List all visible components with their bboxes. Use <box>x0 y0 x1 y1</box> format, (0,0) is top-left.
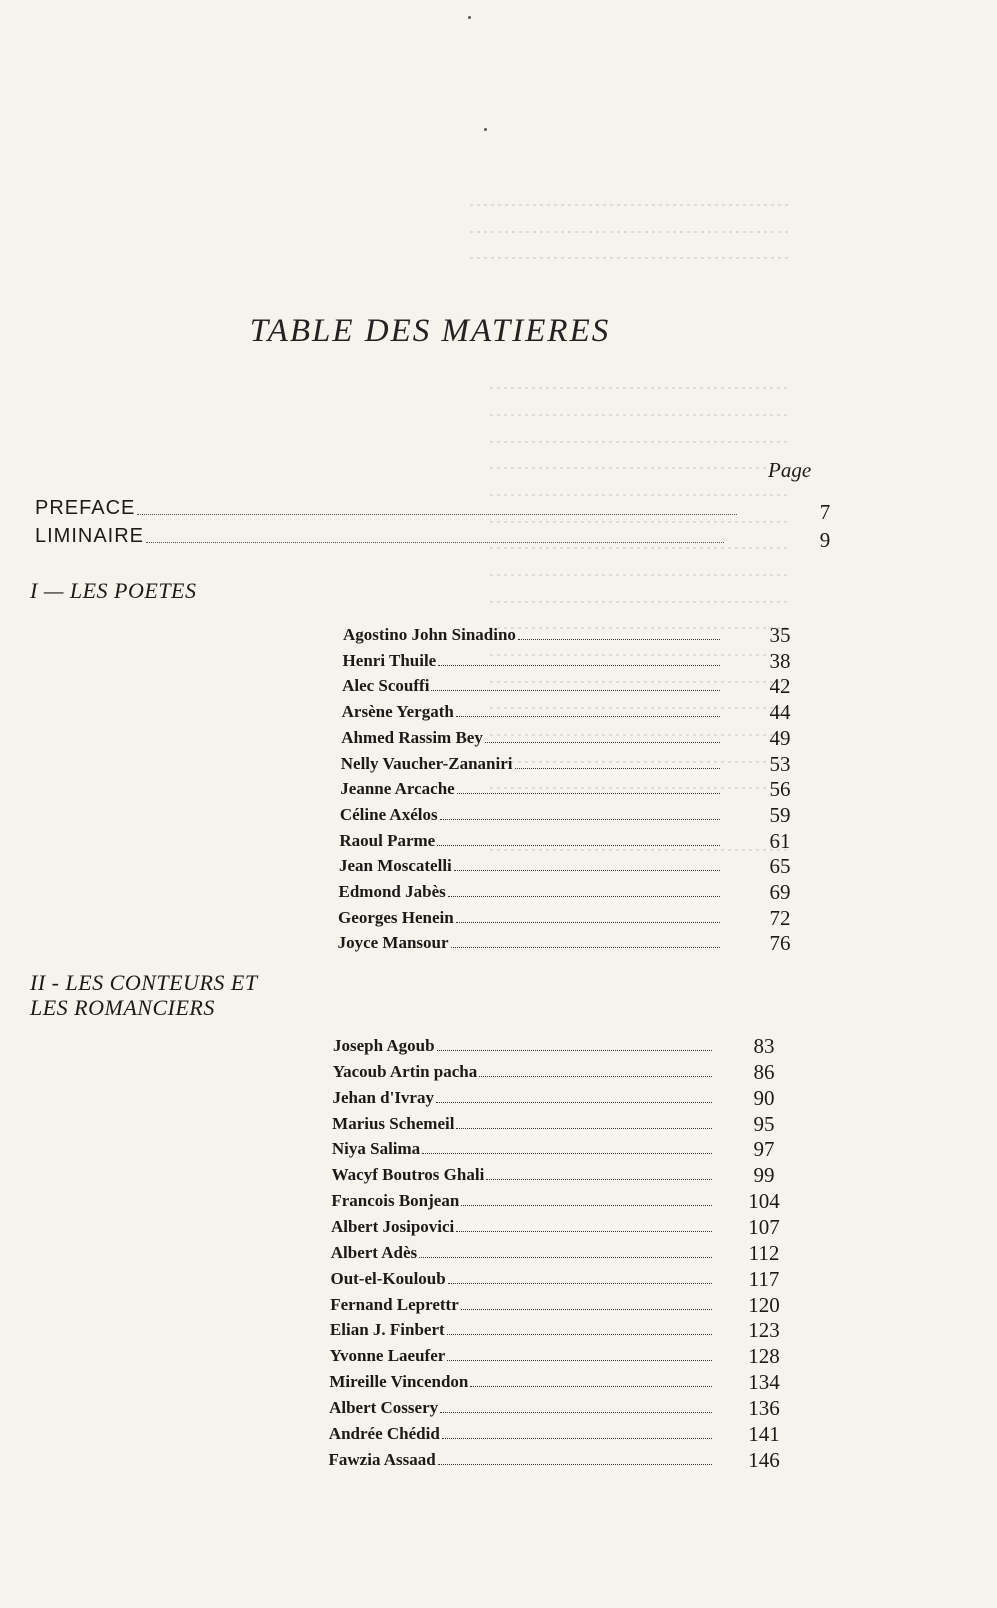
toc-entry <box>331 1185 780 1214</box>
dot-leader <box>448 1283 712 1284</box>
toc-entry <box>342 670 791 699</box>
dot-leader <box>437 845 720 846</box>
toc-page-number: 44 <box>769 700 791 725</box>
author-name: Edmond Jabès <box>338 882 446 901</box>
author-name: Yvonne Laeufer <box>329 1346 446 1366</box>
toc-page-number: 120 <box>748 1292 780 1317</box>
dot-leader <box>456 1231 712 1232</box>
toc-page-number: 104 <box>748 1189 780 1214</box>
toc-entry <box>341 722 791 750</box>
toc-entry <box>330 1237 780 1265</box>
author-name: Raoul Parme <box>339 830 436 850</box>
toc-entry <box>329 1314 780 1343</box>
author-name: Albert Josipovici <box>331 1216 455 1236</box>
dot-leader <box>419 1257 712 1258</box>
toc-page-number: 134 <box>748 1370 780 1395</box>
toc-entry <box>329 1340 780 1369</box>
dot-leader <box>486 1179 712 1180</box>
author-name: Wacyf Boutros Ghali <box>331 1165 485 1185</box>
toc-entry <box>333 1030 775 1058</box>
print-speck <box>484 128 487 131</box>
author-name: Céline Axélos <box>339 804 438 824</box>
toc-entry <box>329 1366 780 1395</box>
toc-page-number: 65 <box>769 854 791 879</box>
toc-entry <box>331 1211 780 1239</box>
dot-leader <box>461 1309 712 1310</box>
author-name: Yacoub Artin pacha <box>332 1061 478 1081</box>
toc-page-number: 136 <box>748 1395 780 1420</box>
toc-page-number: 95 <box>753 1111 775 1136</box>
page-column-header: Page <box>768 458 812 482</box>
page-title: TABLE DES MATIERES <box>249 313 611 349</box>
toc-entry <box>341 696 791 725</box>
dot-leader <box>479 1076 712 1077</box>
toc-entry-label: LIMINAIRE <box>35 525 145 547</box>
toc-entry <box>338 850 791 879</box>
toc-page-number: 90 <box>753 1085 775 1110</box>
author-name: Marius Schemeil <box>332 1113 455 1133</box>
dot-leader <box>470 1386 712 1387</box>
toc-entry <box>332 1082 775 1110</box>
dot-leader <box>461 1205 712 1206</box>
dot-leader <box>447 1334 712 1335</box>
toc-entry <box>332 1056 775 1084</box>
toc-entry <box>340 748 791 776</box>
author-name: Henri Thuile <box>342 650 437 670</box>
author-name: Georges Henein <box>338 907 454 927</box>
toc-page-number: 146 <box>748 1447 780 1472</box>
dot-leader <box>456 922 720 923</box>
toc-entry <box>328 1444 780 1472</box>
toc-page-number: 99 <box>753 1163 775 1188</box>
dot-leader <box>438 1464 712 1465</box>
toc-page-number: 141 <box>748 1421 780 1446</box>
dot-leader <box>438 665 720 666</box>
author-name: Jehan d'Ivray <box>332 1087 434 1107</box>
toc-entry <box>343 619 791 647</box>
toc-page-number: 72 <box>769 905 791 930</box>
toc-page-number: 112 <box>748 1240 780 1265</box>
toc-page-number: 61 <box>769 828 791 853</box>
section-heading-line: LES ROMANCIERS <box>30 995 215 1020</box>
dot-leader <box>422 1153 712 1154</box>
toc-page-number: 59 <box>769 802 791 827</box>
author-name: Nelly Vaucher-Zananiri <box>340 753 513 773</box>
toc-page-number: 86 <box>753 1059 775 1084</box>
dot-leader <box>451 947 720 948</box>
toc-entry <box>338 902 791 930</box>
toc-page-number: 97 <box>753 1137 775 1162</box>
toc-page-number: 117 <box>748 1266 780 1291</box>
dot-leader <box>447 1360 712 1361</box>
toc-entry <box>342 645 791 673</box>
toc-entry-liminaire <box>35 520 831 552</box>
section-heading-line: II - LES CONTEURS ET <box>30 970 258 995</box>
author-name: Mireille Vincendon <box>329 1372 469 1392</box>
toc-page-number: 49 <box>769 725 791 750</box>
author-name: Francois Bonjean <box>331 1191 460 1211</box>
toc-entry <box>332 1108 775 1136</box>
author-name: Joyce Mansour <box>337 933 449 953</box>
dot-leader <box>440 1412 712 1413</box>
toc-page-number: 42 <box>769 674 791 699</box>
dot-leader <box>431 690 720 691</box>
dot-leader <box>518 639 720 640</box>
toc-page-number: 128 <box>748 1344 780 1369</box>
dot-leader <box>440 819 720 820</box>
section-heading-novelists <box>30 970 258 1020</box>
toc-page-number: 38 <box>769 648 791 673</box>
toc-page-number: 7 <box>819 500 831 524</box>
section-heading-line: I — LES POETES <box>30 578 197 603</box>
toc-page-number: 53 <box>769 751 791 776</box>
author-name: Jean Moscatelli <box>338 856 452 876</box>
author-name: Joseph Agoub <box>333 1036 435 1055</box>
dot-leader <box>146 542 724 543</box>
dot-leader <box>437 1050 712 1051</box>
dot-leader <box>485 742 720 743</box>
author-name: Niya Salima <box>331 1139 421 1159</box>
dot-leader <box>436 1102 712 1103</box>
toc-entry <box>331 1159 775 1188</box>
toc-entry-preface <box>35 492 831 524</box>
toc-entry <box>338 876 791 904</box>
author-name: Albert Adès <box>330 1242 418 1262</box>
toc-page-number: 9 <box>819 528 831 552</box>
toc-page-number: 107 <box>748 1214 780 1239</box>
author-name: Elian J. Finbert <box>329 1320 445 1340</box>
print-speck <box>468 16 471 19</box>
toc-page-number: 83 <box>753 1034 775 1058</box>
dot-leader <box>456 1128 712 1129</box>
author-name: Ahmed Rassim Bey <box>341 727 483 747</box>
author-name: Agostino John Sinadino <box>343 625 516 644</box>
dot-leader <box>454 870 720 871</box>
author-name: Out-el-Kouloub <box>330 1268 446 1288</box>
toc-page-number: 123 <box>748 1318 780 1343</box>
dot-leader <box>137 514 737 515</box>
toc-page-number: 69 <box>769 880 791 904</box>
toc-entry <box>328 1418 780 1446</box>
toc-entry <box>331 1133 775 1162</box>
author-name: Jeanne Arcache <box>340 779 455 799</box>
author-name: Fernand Leprettr <box>330 1294 459 1314</box>
dot-leader <box>457 793 720 794</box>
section-heading-poets <box>30 578 197 603</box>
toc-page-number: 35 <box>769 623 791 647</box>
author-name: Arsène Yergath <box>341 702 454 722</box>
author-name: Alec Scouffi <box>342 676 430 696</box>
dot-leader <box>442 1438 712 1439</box>
author-name: Albert Cossery <box>329 1397 439 1417</box>
toc-entry-label: PREFACE <box>35 497 136 519</box>
author-name: Andrée Chédid <box>328 1423 440 1443</box>
toc-entry <box>340 773 791 802</box>
toc-entry <box>339 825 791 853</box>
toc-entry <box>329 1392 780 1420</box>
author-name: Fawzia Assaad <box>328 1449 436 1469</box>
toc-entry <box>330 1263 780 1291</box>
toc-entry <box>330 1289 780 1317</box>
dot-leader <box>515 768 721 769</box>
toc-page-number: 56 <box>769 777 791 802</box>
dot-leader <box>448 896 720 897</box>
dot-leader <box>456 716 720 717</box>
toc-page-number: 76 <box>769 931 791 956</box>
toc-entry <box>339 799 791 827</box>
toc-entry <box>337 927 791 956</box>
